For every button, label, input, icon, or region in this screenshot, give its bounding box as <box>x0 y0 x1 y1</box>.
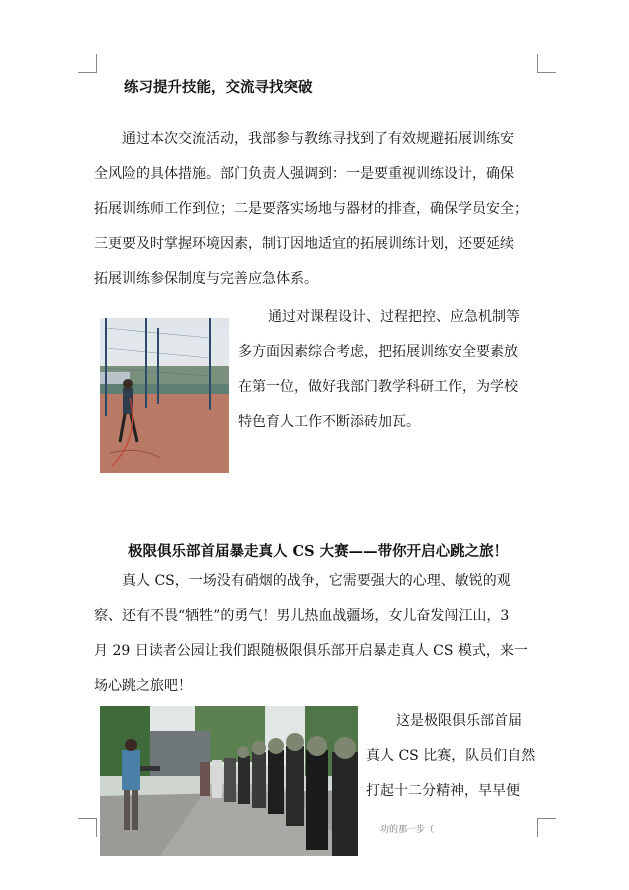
section1-paragraph-2 <box>238 300 540 440</box>
paragraph-line: 察、还有不畏“牺牲”的勇气！男儿热血战疆场，女儿奋发闯江山，3 <box>94 608 510 624</box>
paragraph-line: 拓展训练师工作到位；二是要落实场地与器材的排查，确保学员安全； <box>94 201 528 217</box>
paragraph-line: 这是极限俱乐部首届 <box>396 713 522 729</box>
clipped-text-fragment: 功的那一步（ <box>380 825 435 835</box>
page-corner-mark-bottom-left <box>78 818 97 837</box>
training-site-photo <box>100 318 229 473</box>
paragraph-line: 三更要及时掌握环境因素，制订因地适宜的拓展训练计划，还要延续 <box>94 236 514 252</box>
page-corner-mark-top-left <box>78 54 97 73</box>
paragraph-line: 拓展训练参保制度与完善应急体系。 <box>94 271 318 287</box>
paragraph-line: 在第一位，做好我部门教学科研工作，为学校 <box>238 379 518 395</box>
page-corner-mark-bottom-right <box>537 818 556 837</box>
section1-paragraph-1 <box>94 122 538 297</box>
paragraph-line: 通过对课程设计、过程把控、应急机制等 <box>268 309 520 325</box>
paragraph-line: 真人 CS 比赛，队员们自然 <box>366 748 536 764</box>
cs-event-group-photo <box>100 706 358 856</box>
paragraph-line: 通过本次交流活动，我部参与教练寻找到了有效规避拓展训练安 <box>122 131 514 147</box>
paragraph-line: 真人 CS，一场没有硝烟的战争，它需要强大的心理、敏锐的观 <box>122 573 511 589</box>
section2-paragraph-2 <box>366 704 540 809</box>
paragraph-line: 特色育人工作不断添砖加瓦。 <box>238 414 420 430</box>
paragraph-line: 场心跳之旅吧！ <box>94 678 192 694</box>
section2-heading: 极限俱乐部首届暴走真人 CS 大赛——带你开启心跳之旅！ <box>128 543 509 560</box>
paragraph-line: 打起十二分精神，早早便 <box>366 783 520 799</box>
page-corner-mark-top-right <box>537 54 556 73</box>
paragraph-line: 多方面因素综合考虑，把拓展训练安全要素放 <box>238 344 518 360</box>
paragraph-line: 月 29 日读者公园让我们跟随极限俱乐部开启暴走真人 CS 模式，来一 <box>94 643 528 659</box>
paragraph-line: 全风险的具体措施。部门负责人强调到：一是要重视训练设计，确保 <box>94 166 514 182</box>
section1-heading: 练习提升技能，交流寻找突破 <box>124 79 313 96</box>
section2-paragraph-1 <box>94 564 538 704</box>
